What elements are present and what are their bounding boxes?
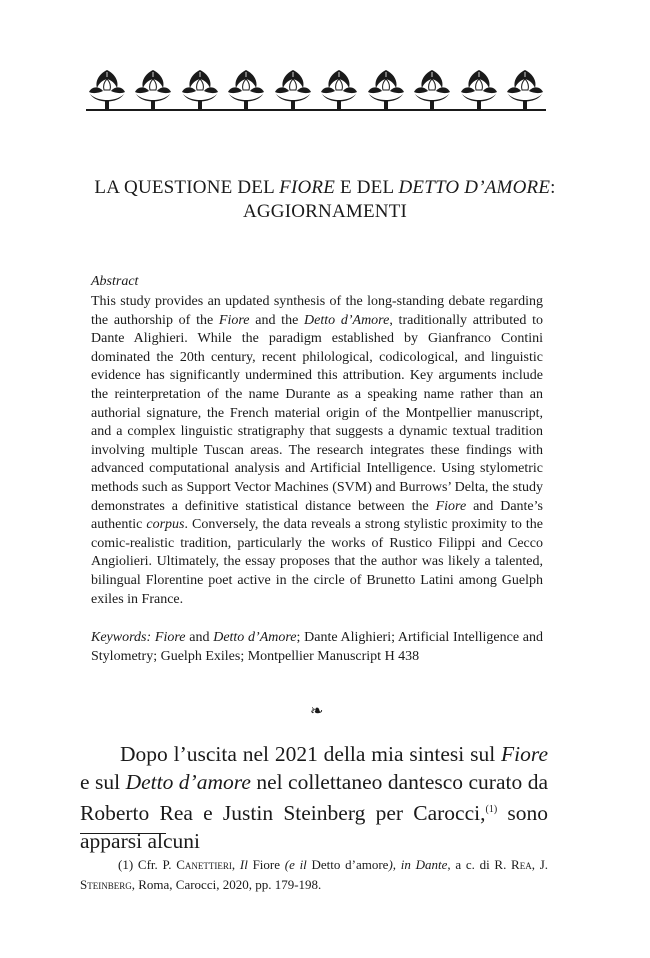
footnote-e: Detto d’amore [306,857,389,872]
footnote-num: (1) [118,857,134,872]
abstract-s1: This study provides an updated synthesis of the long-standing debate regarding the authorship of the [91,294,543,328]
keywords-label: Keywords: [91,630,152,645]
abstract-s4: . Conversely, the data reveals a strong stylistic proximity to the comic-realistic tradition, particularly the works of Rustico Filippi and Cecco Angiolieri. Ultimately, the essay proposes that the author was likely a talented, bilingual Florentine poet active in the circle of Brunetto Latini among Guelph exiles in France. [91,517,544,607]
footnote-dante: Dante [415,857,448,872]
footnote-g: , a c. di R. [447,857,512,872]
abstract-label: Abstract [91,274,139,289]
footnote-b: , [231,857,240,872]
footnote-ref[interactable]: (1) [485,804,498,815]
lotus-ornament-icon [411,66,453,112]
lotus-ornament-icon [272,66,314,112]
footnote-a: Cfr. P. [133,857,177,872]
ornament-band [86,60,546,112]
body-t4: sono apparsi alcuni [80,801,549,853]
abstract-s2: , traditionally attributed to Dante Alighieri. While the paradigm established by Gianfranco Contini dominated the 20th century, recent philological, codicological, and linguistic evidence has significantly undermined this attribution. Key arguments include the reinterpretation of the name Durante as a speaking name rather than an authorial signature, the French material origin of the Montpellier manuscript, and a complex linguistic stratigraphy that suggests a dynamic textual tradition involving multiple Tuscan areas. The research integrates these findings with advanced computational analysis and Artificial Intelligence. Using stylometric methods such as Support Vector Machines (SVM) and Burrows’ Delta, the study demonstrates a definitive statistical distance between the [91,312,543,514]
abstract-fiore: Fiore [218,312,250,328]
footnote-il: Il [239,857,248,872]
keywords-and: and [185,630,214,645]
title-fiore: FIORE [279,177,336,198]
body-paragraph [80,740,548,855]
abstract-s1b: and the [249,312,305,328]
title-part2: E DEL [335,177,399,198]
keyword-detto: Detto d’Amore [213,630,297,645]
footnote-rea: Rea [511,857,532,872]
abstract-s3: and Dante’s authentic [91,498,543,533]
footnote-f: ), in [388,857,416,872]
title-part1: LA QUESTIONE DEL [94,177,280,198]
body-fiore: Fiore [501,742,548,766]
lotus-ornament-icon [225,66,267,112]
footnote-i: , Roma, Carocci, 2020, pp. 179-198. [131,877,322,892]
keywords [91,629,543,666]
title-part3: : [550,177,556,198]
body-t2: e sul [80,770,126,794]
body-t1: Dopo l’uscita nel 2021 della mia sintesi sul [120,742,502,766]
footnote-author: Canettieri [176,857,232,872]
lotus-ornament-icon [365,66,407,112]
footnote-c: Fiore [247,857,285,872]
abstract-detto: Detto d’Amore [304,312,390,328]
footnote-steinberg: Steinberg [80,877,132,892]
fleuron-icon: ❧ [310,701,324,720]
footnote-d: (e il [284,857,307,872]
lotus-ornament-icon [318,66,360,112]
keyword-fiore: Fiore [154,630,186,645]
abstract-fiore-2: Fiore [435,498,467,514]
lotus-ornament-icon [132,66,174,112]
abstract-corpus: corpus [146,517,185,533]
footnote-rule [80,833,166,834]
lotus-ornament-icon [86,66,128,112]
lotus-ornament-icon [179,66,221,112]
title-detto: DETTO D’AMORE [398,177,551,198]
ornament-rule [86,109,546,111]
lotus-ornament-icon [458,66,500,112]
footnote-h: , J. [531,857,548,872]
body-detto: Detto d’amore [125,770,251,794]
title-line2: AGGIORNAMENTI [242,201,408,222]
footnote [80,855,548,895]
body-t3: nel collettaneo dantesco curato da Roberto Rea e Justin Steinberg per Carocci, [80,770,548,825]
lotus-ornament-icon [504,66,546,112]
keywords-rest: ; Dante Alighieri; Artificial Intelligence and Stylometry; Guelph Exiles; Montpellier Manuscript H 438 [91,630,544,664]
abstract-text [91,293,543,609]
article-title [60,176,590,224]
